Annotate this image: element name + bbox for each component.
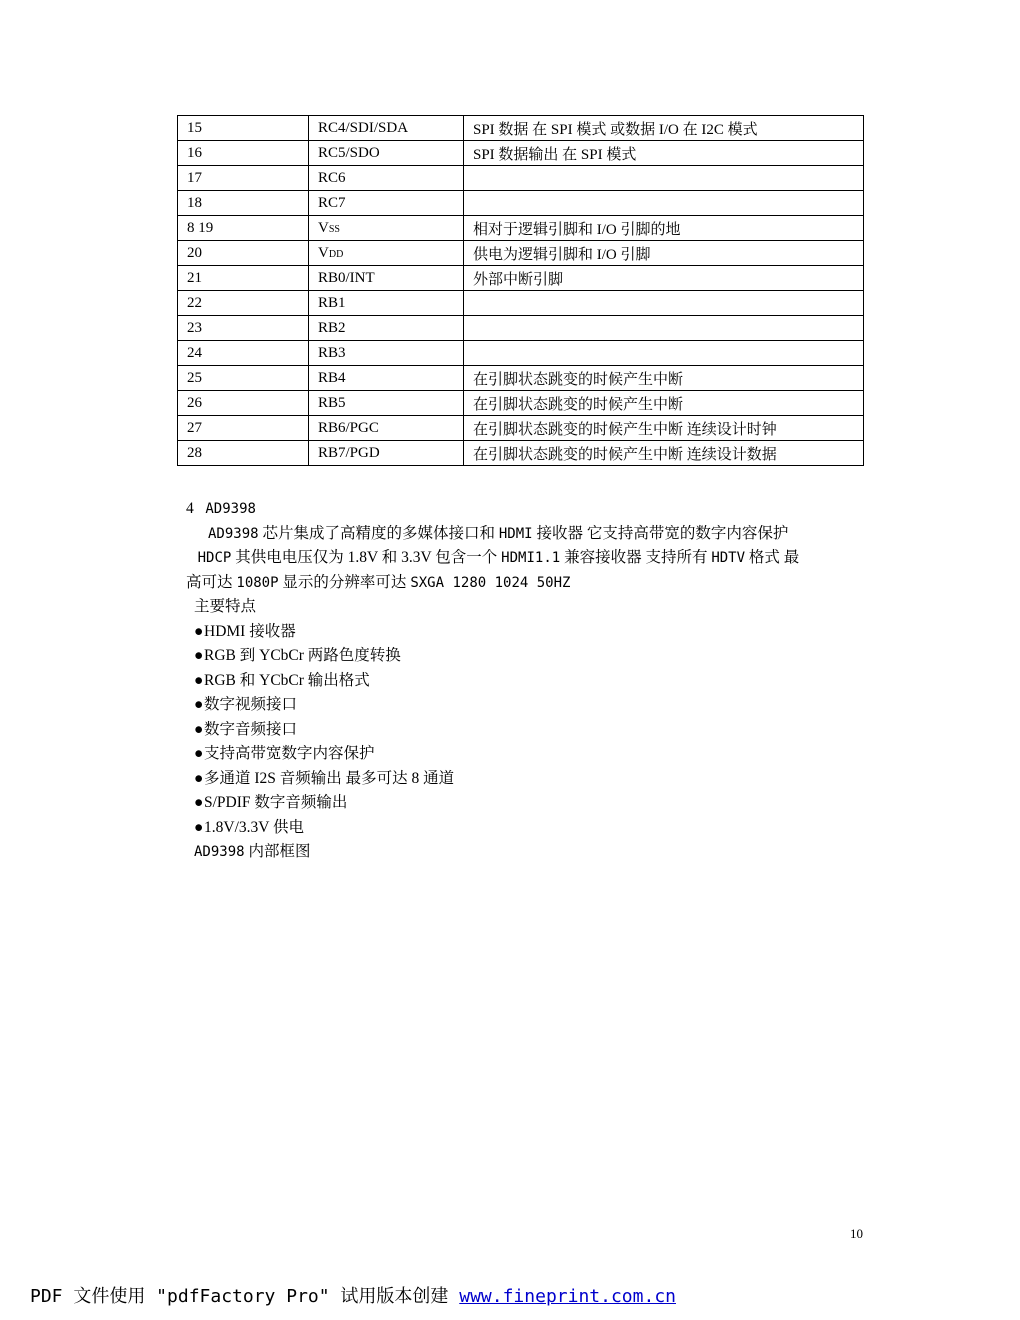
intro-text: 接收器 它支持高带宽的数字内容保护: [532, 524, 789, 542]
section-heading: [186, 497, 866, 522]
pin-number: 8 19: [178, 216, 309, 241]
pin-name: [309, 241, 464, 266]
hdcp-term: HDCP: [197, 550, 232, 566]
pin-number: 20: [178, 241, 309, 266]
pin-name: RB4: [309, 366, 464, 391]
feature-text: 1.8V/3.3V 供电: [204, 818, 305, 836]
intro-text: 显示的分辨率可达: [278, 573, 411, 591]
pin-name: RB3: [309, 341, 464, 366]
pin-number: 16: [178, 141, 309, 166]
list-item: [194, 816, 866, 841]
list-item: [194, 693, 866, 718]
resolution-term: 1080P: [236, 574, 279, 591]
pin-name-subscript: DD: [328, 248, 344, 260]
section-number: 4: [186, 500, 194, 517]
section-title: AD9398: [205, 501, 256, 517]
pin-name: RC5/SDO: [309, 141, 464, 166]
feature-text: 支持高带宽数字内容保护: [204, 745, 375, 762]
intro-paragraph-line-3: [186, 571, 866, 596]
table-row: [178, 216, 864, 241]
bullet-icon: ●: [194, 647, 204, 664]
bullet-icon: ●: [194, 818, 204, 836]
pin-number: 27: [178, 416, 309, 441]
feature-text: S/PDIF 数字音频输出: [204, 794, 348, 811]
intro-text: 格式 最: [745, 549, 800, 566]
pin-name: RC4/SDI/SDA: [309, 116, 464, 141]
chip-name: AD9398: [194, 844, 245, 860]
table-row: [178, 166, 864, 191]
pin-name: RC6: [309, 166, 464, 191]
pin-description: 供电为逻辑引脚和 I/O 引脚: [464, 241, 864, 266]
table-row: [178, 416, 864, 441]
pin-name: RB5: [309, 391, 464, 416]
pin-description: 在引脚状态跳变的时候产生中断: [464, 391, 864, 416]
caption-text: 内部框图: [244, 843, 311, 860]
list-item: [194, 767, 866, 792]
pin-number: 18: [178, 191, 309, 216]
intro-text: 高可达: [186, 573, 237, 591]
table-row: [178, 116, 864, 141]
feature-text: RGB 和 YCbCr 输出格式: [204, 671, 370, 689]
feature-text: 数字视频接口: [204, 696, 298, 713]
intro-text: 芯片集成了高精度的多媒体接口和: [258, 524, 499, 542]
list-item: [194, 718, 866, 743]
pin-description: [464, 316, 864, 341]
sxga-resolution: SXGA 1280 1024 50HZ: [410, 574, 571, 591]
pin-name: RB6/PGC: [309, 416, 464, 441]
pin-description-table: [177, 115, 864, 466]
feature-text: 多通道 I2S 音频输出 最多可达 8 通道: [204, 769, 455, 787]
pin-name: RC7: [309, 191, 464, 216]
ad9398-section: [186, 497, 866, 865]
pin-number: 17: [178, 166, 309, 191]
pin-description: 在引脚状态跳变的时候产生中断 连续设计时钟: [464, 416, 864, 441]
feature-text: 数字音频接口: [204, 720, 298, 738]
pin-number: 15: [178, 116, 309, 141]
pin-description: [464, 191, 864, 216]
pin-description: 在引脚状态跳变的时候产生中断: [464, 366, 864, 391]
table-row: [178, 441, 864, 466]
pin-name-subscript: SS: [328, 223, 340, 235]
list-item: [194, 669, 866, 694]
pin-name: RB7/PGD: [309, 441, 464, 466]
features-title: 主要特点: [194, 598, 257, 615]
pin-description: 在引脚状态跳变的时候产生中断 连续设计数据: [464, 441, 864, 466]
pin-name: [309, 216, 464, 241]
pin-number: 22: [178, 291, 309, 316]
pin-description: [464, 291, 864, 316]
pin-description: [464, 166, 864, 191]
feature-text: HDMI 接收器: [204, 622, 296, 640]
pin-name: RB0/INT: [309, 266, 464, 291]
pin-name-main: V: [318, 244, 329, 261]
intro-text: 兼容接收器 支持所有: [560, 549, 712, 566]
intro-paragraph-line-1: [186, 522, 866, 547]
list-item: [194, 620, 866, 645]
table-row: [178, 191, 864, 216]
page-number: 10: [850, 1226, 863, 1241]
table-row: [178, 141, 864, 166]
pin-number: 26: [178, 391, 309, 416]
pin-number: 25: [178, 366, 309, 391]
diagram-caption: [186, 840, 866, 865]
feature-list: [186, 620, 866, 841]
pin-number: 28: [178, 441, 309, 466]
table-row: [178, 241, 864, 266]
hdmi-version: HDMI1.1: [501, 550, 561, 566]
pin-number: 24: [178, 341, 309, 366]
pin-description: 外部中断引脚: [464, 266, 864, 291]
hdmi-term: HDMI: [498, 525, 533, 542]
table-row: [178, 266, 864, 291]
list-item: [194, 742, 866, 767]
bullet-icon: ●: [194, 769, 204, 787]
intro-text: 其供电电压仅为 1.8V 和 3.3V 包含一个: [231, 549, 502, 566]
bullet-icon: ●: [194, 671, 204, 689]
bullet-icon: ●: [194, 720, 204, 738]
table-row: [178, 291, 864, 316]
list-item: [194, 644, 866, 669]
pdf-footer: [30, 1282, 676, 1308]
list-item: [194, 791, 866, 816]
pin-name-main: V: [318, 219, 329, 236]
pin-description: SPI 数据 在 SPI 模式 或数据 I/O 在 I2C 模式: [464, 116, 864, 141]
table-row: [178, 391, 864, 416]
pin-name: RB1: [309, 291, 464, 316]
pin-description: SPI 数据输出 在 SPI 模式: [464, 141, 864, 166]
intro-paragraph-line-2: [186, 546, 866, 571]
table-row: [178, 341, 864, 366]
table-row: [178, 316, 864, 341]
pin-number: 21: [178, 266, 309, 291]
pin-name: RB2: [309, 316, 464, 341]
bullet-icon: ●: [194, 794, 204, 811]
pin-description: [464, 341, 864, 366]
footer-text: PDF 文件使用 "pdfFactory Pro" 试用版本创建: [30, 1286, 460, 1307]
chip-name: AD9398: [208, 525, 259, 542]
bullet-icon: ●: [194, 622, 204, 640]
pin-number: 23: [178, 316, 309, 341]
hdtv-term: HDTV: [711, 550, 746, 566]
feature-text: RGB 到 YCbCr 两路色度转换: [204, 647, 401, 664]
bullet-icon: ●: [194, 745, 204, 762]
pin-description: 相对于逻辑引脚和 I/O 引脚的地: [464, 216, 864, 241]
bullet-icon: ●: [194, 696, 204, 713]
fineprint-link[interactable]: www.fineprint.com.cn: [459, 1286, 676, 1307]
table-row: [178, 366, 864, 391]
